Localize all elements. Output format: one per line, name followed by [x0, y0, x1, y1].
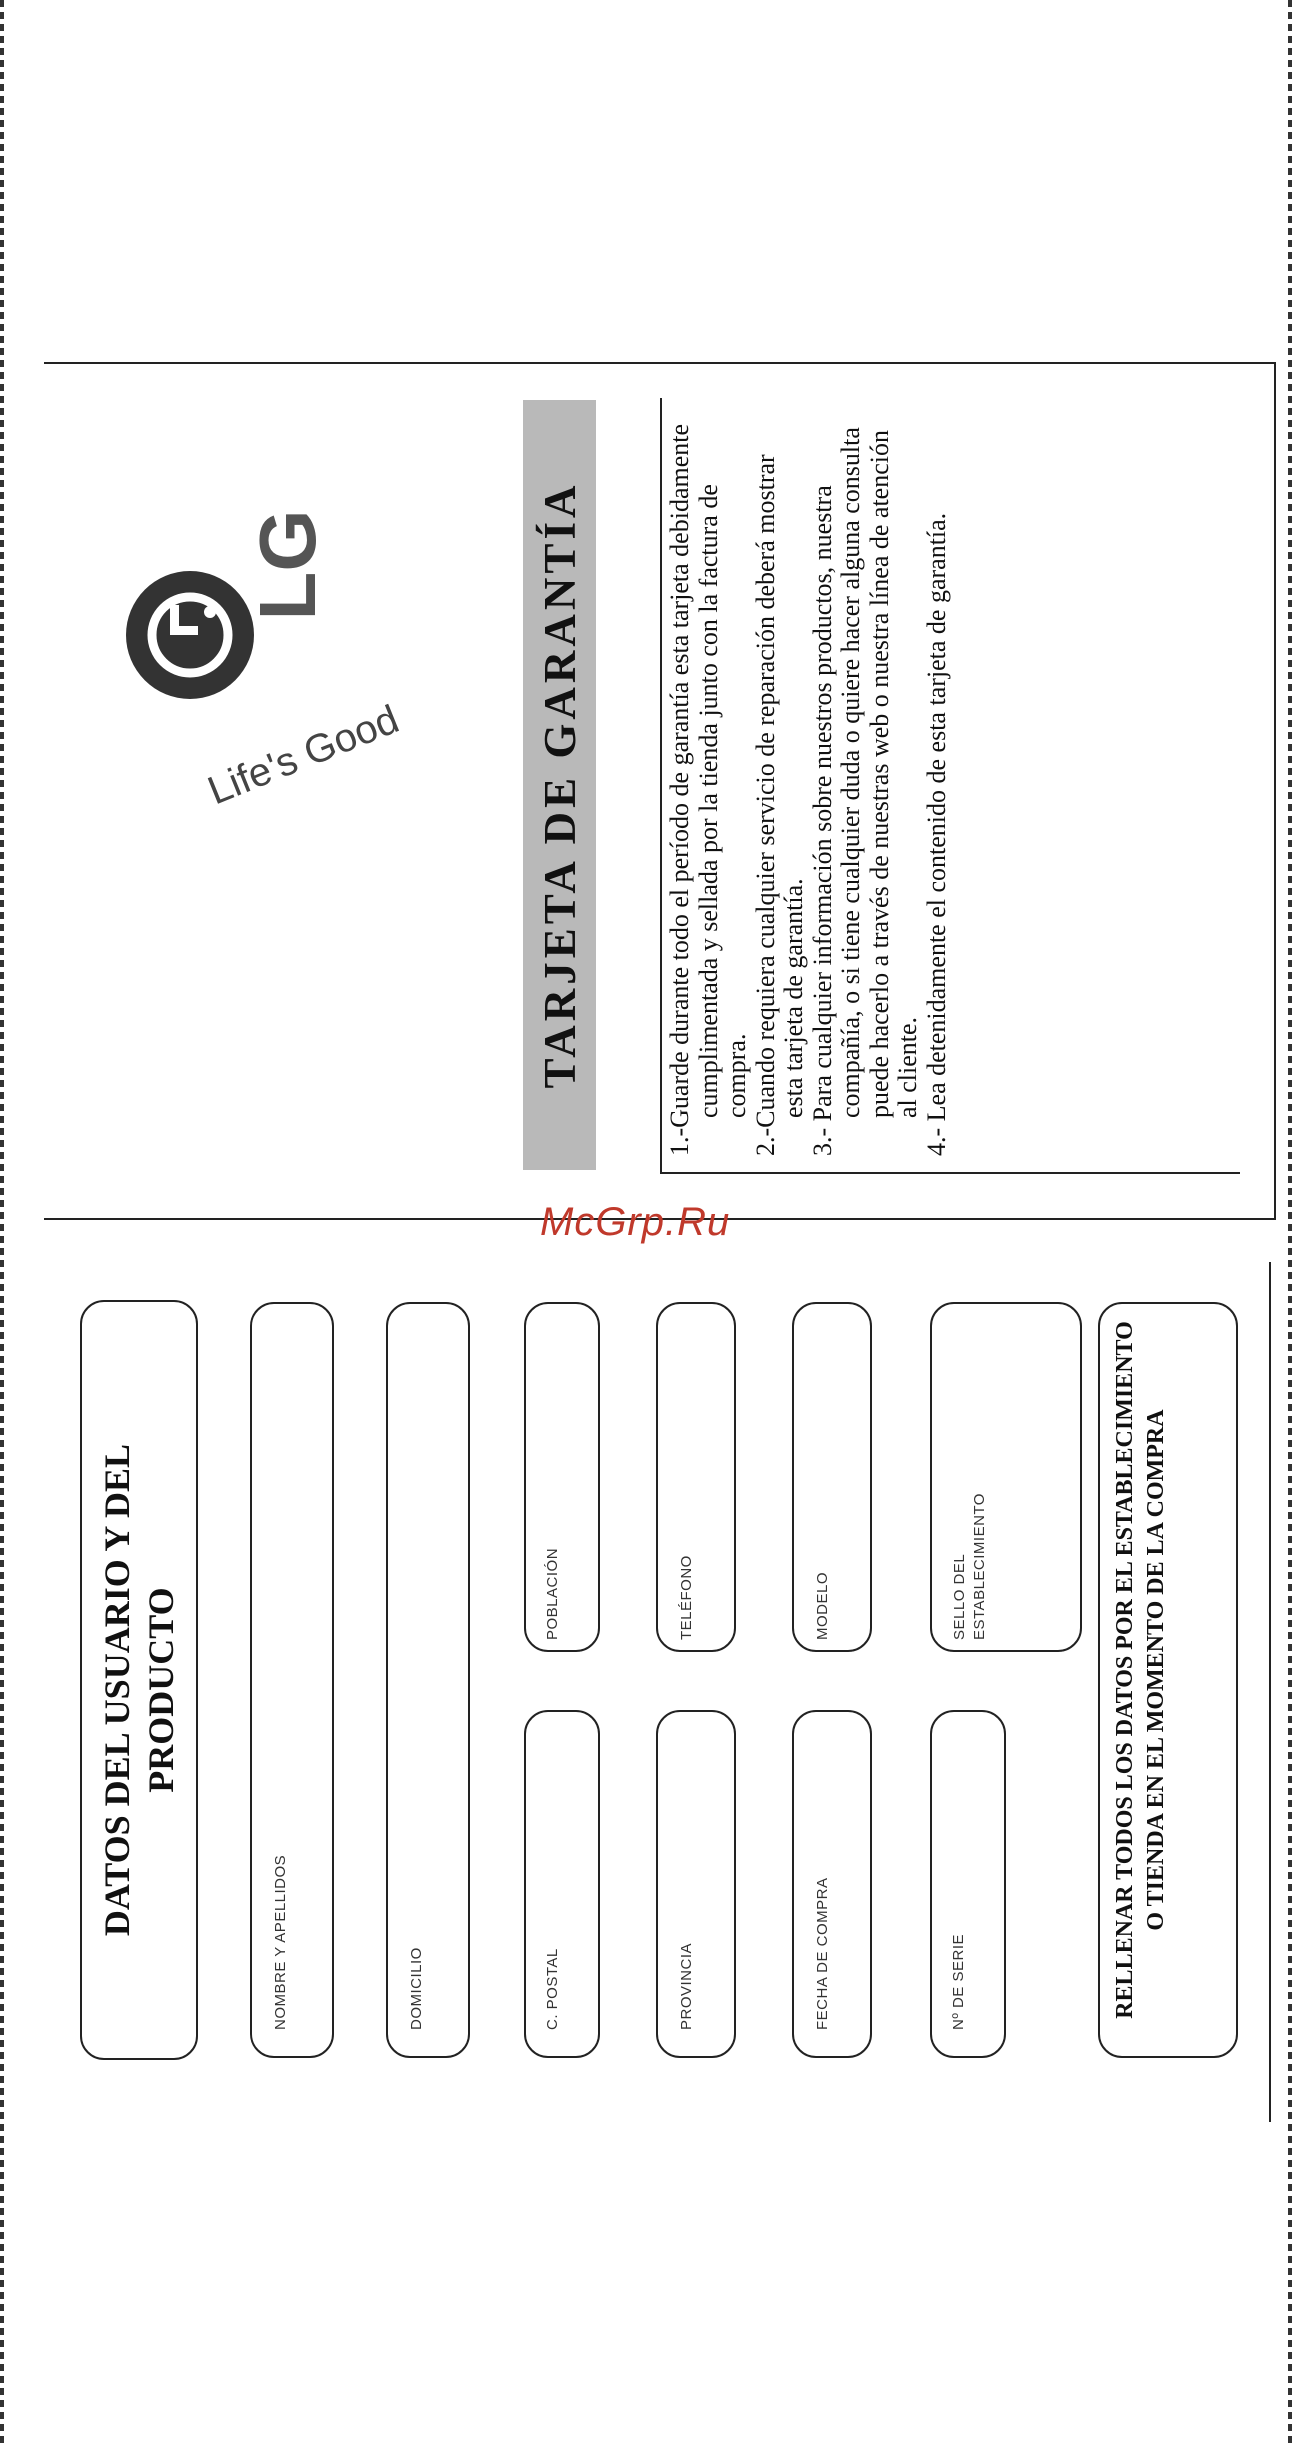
field-nombre-label: NOMBRE Y APELLIDOS — [272, 1854, 289, 2030]
left-card-border-right — [1269, 1262, 1271, 2122]
form-title: DATOS DEL USUARIO Y DEL PRODUCTO — [97, 1443, 181, 1937]
cut-line-right — [1288, 0, 1292, 2444]
card-border-top — [44, 362, 1276, 364]
field-serie-box[interactable] — [930, 1710, 1006, 2058]
form-title-box — [80, 1300, 198, 2060]
field-modelo-box[interactable] — [792, 1302, 872, 1652]
cut-line-left — [0, 0, 4, 2444]
lg-face-icon — [126, 571, 254, 699]
brand-wordmark: LG — [243, 509, 332, 621]
warranty-title: TARJETA DE GARANTÍA — [534, 481, 585, 1089]
field-telefono-box[interactable] — [656, 1302, 736, 1652]
field-provincia-label: PROVINCIA — [678, 1942, 695, 2030]
field-nombre-box[interactable] — [250, 1302, 334, 2058]
field-poblacion-label: POBLACIÓN — [544, 1547, 561, 1640]
field-sello-label: SELLO DEL ESTABLECIMIENTO — [951, 1493, 988, 1640]
condition-2: 2.-Cuando requiera cualquier servicio de reparación deberá mostrar esta tarjeta de garantía. — [750, 454, 808, 1156]
brand-tagline: Life's Good — [201, 697, 405, 814]
field-poblacion-box[interactable] — [524, 1302, 600, 1652]
field-telefono-label: TELÉFONO — [678, 1555, 695, 1640]
condition-3: 3.- Para cualquier información sobre nuestros productos, nuestra compañía, o si tiene cualquier duda o quiere hacer alguna consulta puede hacerlo a través de nuestras web o nuestra línea de atención al cliente. — [807, 427, 922, 1156]
field-fecha-box[interactable] — [792, 1710, 872, 2058]
field-cp-label: C. POSTAL — [544, 1948, 561, 2030]
watermark: McGrp.Ru — [540, 1200, 731, 1244]
field-serie-label: Nº DE SERIE — [950, 1934, 967, 2030]
condition-4: 4.- Lea detenidamente el contenido de esta tarjeta de garantía. — [921, 512, 951, 1156]
warranty-conditions — [666, 416, 1226, 1156]
lg-logo — [110, 400, 405, 840]
closing-note: RELLENAR TODOS LOS DATOS POR EL ESTABLECIMIENTO O TIENDA EN EL MOMENTO DE LA COMPRA — [1112, 1321, 1169, 2019]
field-domicilio-box[interactable] — [386, 1302, 470, 2058]
field-cp-box[interactable] — [524, 1710, 600, 2058]
field-fecha-label: FECHA DE COMPRA — [814, 1877, 831, 2030]
field-provincia-box[interactable] — [656, 1710, 736, 2058]
condition-1: 1.-Guarde durante todo el período de garantía esta tarjeta debidamente cumplimentada y sellada por la tienda junto con la factura de compra. — [665, 423, 751, 1156]
field-domicilio-label: DOMICILIO — [408, 1947, 425, 2030]
field-modelo-label: MODELO — [814, 1571, 831, 1640]
warranty-title-banner — [523, 400, 596, 1170]
card-border-right — [1274, 362, 1276, 1220]
